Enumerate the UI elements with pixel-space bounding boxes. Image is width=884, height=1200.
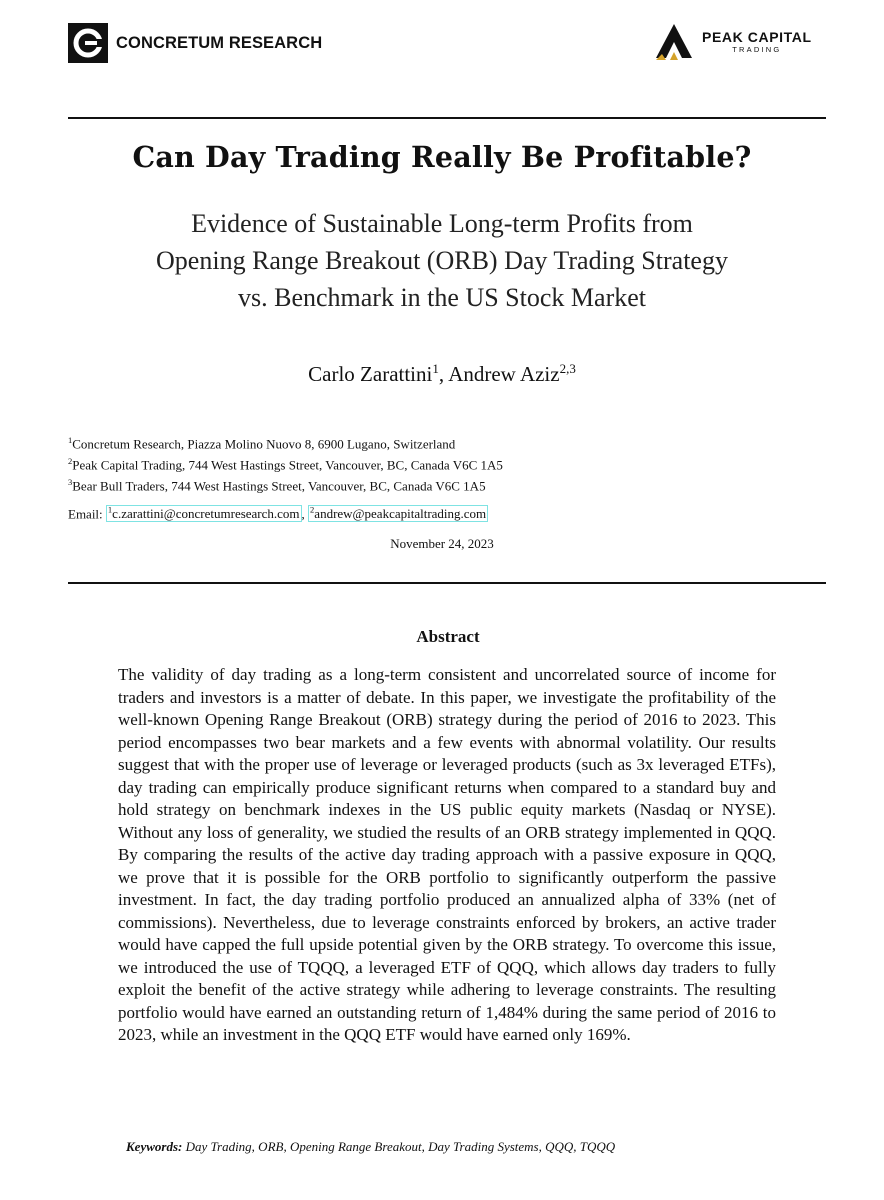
- subtitle-line: vs. Benchmark in the US Stock Market: [238, 283, 646, 312]
- affiliation-mark: 1: [68, 435, 73, 445]
- email-label: Email:: [68, 506, 103, 522]
- affiliation-text: Bear Bull Traders, 744 West Hastings Street, Vancouver, BC, Canada V6C 1A5: [72, 477, 486, 493]
- affiliation-item: [68, 453, 503, 474]
- author-name: Carlo Zarattini: [308, 362, 433, 386]
- subtitle-line: Opening Range Breakout (ORB) Day Trading Strategy: [156, 246, 728, 275]
- affiliation-item: [68, 474, 503, 495]
- author-list: [0, 361, 884, 387]
- email-link-2[interactable]: [308, 505, 488, 522]
- email-line: [68, 505, 488, 522]
- affiliation-item: [68, 432, 503, 453]
- keywords-line: [126, 1139, 615, 1155]
- affiliation-mark: 3: [68, 476, 73, 487]
- author-affiliation-mark: 1: [432, 361, 439, 376]
- paper-subtitle: [60, 205, 824, 316]
- keywords-label: Keywords:: [126, 1139, 183, 1154]
- concretum-brand-name: CONCRETUM RESEARCH: [116, 33, 323, 52]
- abstract-body: The validity of day trading as a long-term consistent and uncorrelated source of income for traders and investors is a matter of debate. In this paper, we investigate the profitability of the well-known Opening Range Breakout (ORB) strategy during the period of 2016 to 2023. This period encompasses two bear markets and a few events with abnormal volatility. Our results suggest that with the proper use of leverage or leveraged products (such as 3x leveraged ETFs), day trading can empirically produce significant returns when compared to a standard buy and hold strategy on benchmark indexes in the US public equity markets (Nasdaq or NYSE). Without any loss of generality, we studied the results of an ORB strategy implemented in QQQ. By comparing the results of the active day trading approach with a passive exposure in QQQ, we prove that it is possible for the ORB portfolio to significantly outperform the passive investment. In fact, the day trading portfolio produced an annualized alpha of 33% (net of commissions). Nevertheless, due to leverage constraints enforced by brokers, an active trader would have capped the full upside potential given by the ORB strategy. To overcome this issue, we introduced the use of TQQQ, a leveraged ETF of QQQ, which allows day traders to fully exploit the benefit of the active strategy while adhering to leverage constraints. The resulting portfolio would have earned an outstanding return of 1,484% during the same period of 2016 to 2023, while an investment in the QQQ ETF would have earned only 169%.: [118, 665, 776, 1044]
- author-separator: ,: [438, 362, 449, 386]
- abstract-heading: Abstract: [416, 627, 480, 646]
- subtitle-line: Evidence of Sustainable Long-term Profits from: [191, 209, 693, 238]
- email-address: andrew@peakcapitaltrading.com: [314, 506, 487, 522]
- concretum-research-logo: [68, 23, 322, 63]
- email-link-1[interactable]: [106, 505, 302, 522]
- top-divider: [68, 117, 826, 119]
- author-affiliation-mark: 2,3: [559, 361, 576, 376]
- email-address: c.zarattini@concretumresearch.com: [112, 506, 300, 522]
- publication-date: November 24, 2023: [390, 536, 494, 551]
- peak-capital-logo: [652, 18, 812, 62]
- paper-title: Can Day Trading Really Be Profitable?: [132, 140, 752, 174]
- affiliation-text: Concretum Research, Piazza Molino Nuovo 8, 6900 Lugano, Switzerland: [72, 436, 456, 452]
- email-separator: ,: [301, 506, 305, 522]
- keywords-text: Day Trading, ORB, Opening Range Breakout, Day Trading Systems, QQQ, TQQQ: [185, 1139, 616, 1154]
- affiliation-text: Peak Capital Trading, 744 West Hastings Street, Vancouver, BC, Canada V6C 1A5: [72, 457, 503, 473]
- affiliation-mark: 2: [68, 455, 73, 466]
- bottom-divider: [68, 582, 826, 584]
- peak-capital-brand-subtitle: TRADING: [732, 45, 782, 54]
- concretum-c-icon: [68, 23, 108, 63]
- affiliation-list: [68, 432, 503, 494]
- mountain-peak-icon: [652, 18, 696, 62]
- peak-capital-brand-name: PEAK CAPITAL: [702, 29, 812, 45]
- email-mark: 2: [310, 505, 315, 515]
- email-mark: 1: [107, 505, 113, 515]
- author-name: Andrew Aziz: [448, 362, 560, 386]
